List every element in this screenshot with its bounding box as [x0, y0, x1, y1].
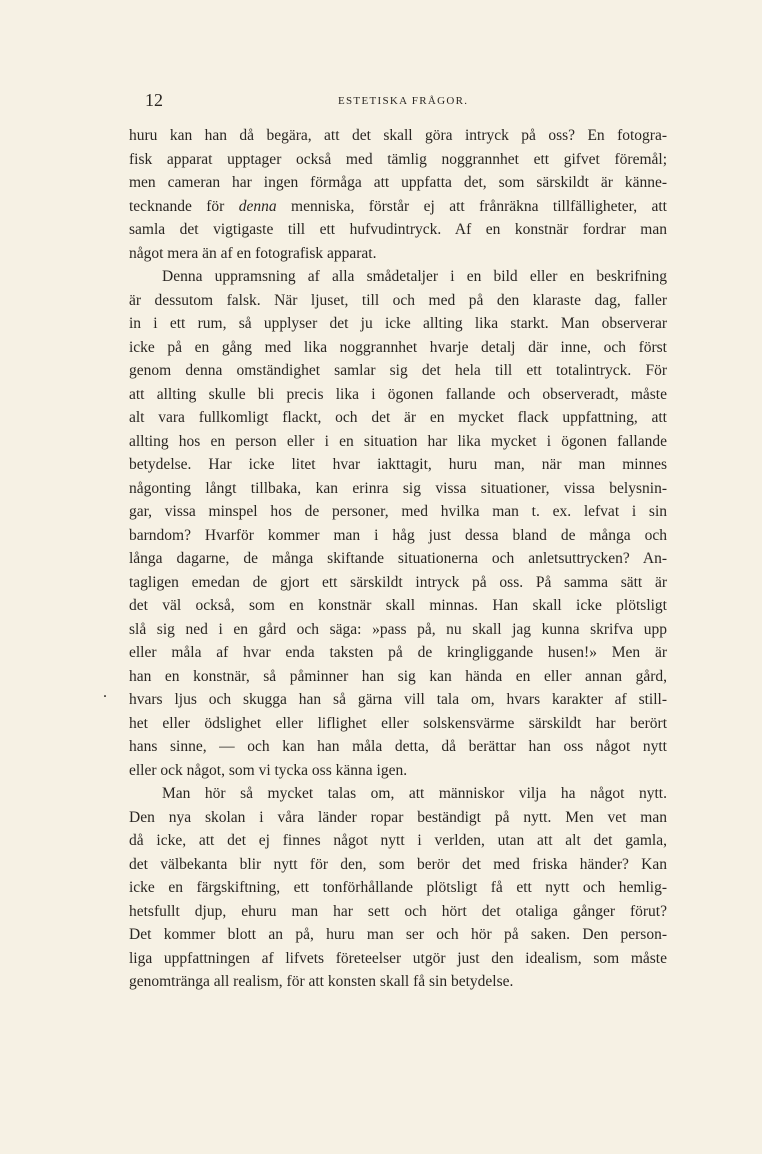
text-line: icke på en gång med lika noggrannhet hvarje detalj där inne, och först — [129, 338, 667, 356]
text-line: eller ock något, som vi tycka oss känna igen. — [129, 761, 408, 779]
text-line: Man hör så mycket talas om, att människor vilja ha något nytt. — [162, 785, 667, 802]
text-line: het eller ödslighet eller liflighet eller solskensvärme särskildt har berört — [129, 714, 667, 732]
text-line: är dessutom falsk. När ljuset, till och med på den klaraste dag, faller — [129, 291, 667, 309]
text-line: då icke, att det ej finnes något nytt i verlden, utan att alt det gamla, — [129, 832, 667, 849]
body-text — [129, 124, 667, 994]
text-line: Den nya skolan i våra länder ropar beständigt på nytt. Men vet man — [129, 808, 667, 826]
text-line: eller måla af hvar enda taksten på de kringliggande husen!» Men är — [129, 644, 667, 661]
text-line: det välbekanta blir nytt för den, som berör det med friska händer? Kan — [129, 855, 667, 873]
emphasis: denna — [238, 197, 277, 215]
text-line: det väl också, som en konstnär skall minnas. Han skall icke plötsligt — [129, 597, 667, 614]
text-line: men cameran har ingen förmåga att uppfatta det, som särskildt är känne- — [129, 174, 667, 191]
page-header — [0, 90, 762, 116]
margin-mark: . — [103, 684, 107, 701]
text-line: alt vara fullkomligt flackt, och det är en mycket flack uppfattning, att — [129, 409, 667, 426]
text-line: tagligen emedan de gjort ett särskildt intryck på oss. På samma sätt är — [129, 573, 667, 591]
page-number: 12 — [145, 90, 163, 110]
text-line: genom denna omständighet samlar sig det hela till ett totalintryck. För — [129, 362, 667, 379]
text-line: långa dagarne, de många skiftande situationerna och anletsuttrycken? An- — [129, 550, 667, 567]
text-line: icke en färgskiftning, ett tonförhållande plötsligt få ett nytt och hemlig- — [129, 879, 667, 896]
text-line: hans sinne, — och kan han måla detta, då berättar han oss något nytt — [129, 738, 667, 755]
text-line: genomtränga all realism, för att konsten skall få sin betydelse. — [129, 973, 514, 990]
text-line: att allting skulle bli precis lika i ögonen fallande och observeradt, måste — [129, 385, 667, 403]
text-line: något mera än af en fotografisk apparat. — [129, 244, 377, 262]
text-line: barndom? Hvarför kommer man i håg just dessa bland de många och — [129, 526, 667, 544]
text-line: gar, vissa minspel hos de personer, med hvilka man t. ex. lefvat i sin — [129, 503, 667, 520]
text-line: han en konstnär, så påminner han sig kan hända en eller annan gård, — [129, 667, 667, 685]
text-line: slå sig ned i en gård och säga: »pass på, nu skall jag kunna skrifva upp — [129, 620, 667, 638]
text-line: samla det vigtigaste till ett hufvudintryck. Af en konstnär fordrar man — [129, 221, 667, 238]
text-line: tecknande för denna menniska, förstår ej att frånräkna tillfälligheter, att — [129, 197, 667, 215]
text-line: hvars ljus och skugga han så gärna vill tala om, hvars karakter af still- — [129, 691, 667, 708]
text-line: Det kommer blott an på, huru man ser och hör på saken. Den person- — [129, 926, 667, 943]
text-line: Denna uppramsning af alla smådetaljer i en bild eller en beskrifning — [162, 268, 667, 285]
text-line: liga uppfattningen af lifvets företeelser utgör just den idealism, som måste — [129, 949, 667, 967]
text-line: fisk apparat upptager också med tämlig noggrannhet ett gifvet föremål; — [129, 150, 667, 168]
text-line: någonting långt tillbaka, kan erinra sig vissa situationer, vissa belysnin- — [129, 479, 667, 497]
text-line: allting hos en person eller i en situation har lika mycket i ögonen fallande — [129, 432, 667, 450]
text-line: betydelse. Har icke litet hvar iakttagit, huru man, när man minnes — [129, 456, 667, 473]
text-line: huru kan han då begära, att det skall göra intryck på oss? En fotogra- — [129, 127, 667, 144]
running-head: ESTETISKA FRÅGOR. — [338, 95, 469, 107]
text-line: in i ett rum, så upplyser det ju icke allting lika starkt. Man observerar — [129, 315, 667, 332]
text-line: hetsfullt djup, ehuru man har sett och hört det otaliga gånger förut? — [129, 902, 667, 920]
